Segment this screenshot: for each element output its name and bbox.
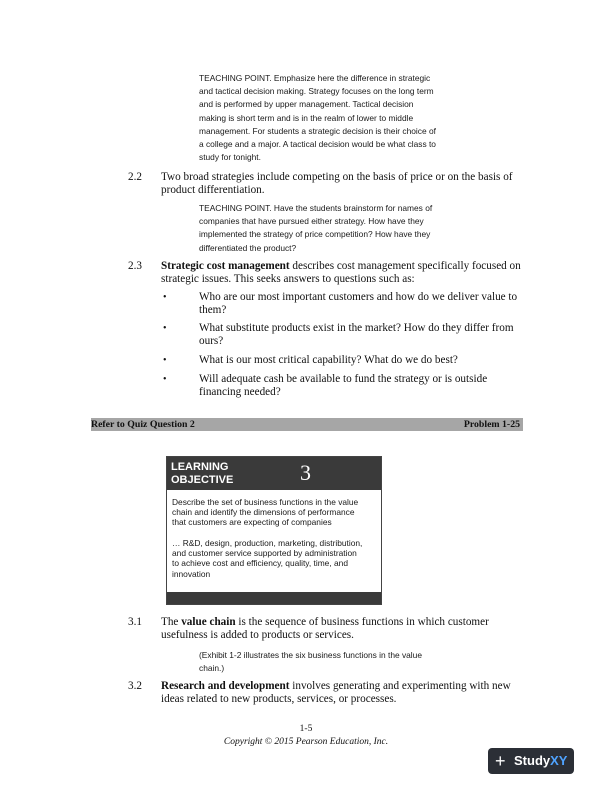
learning-objective-description	[172, 497, 376, 528]
lo-line: that customers are expecting of companies	[172, 517, 332, 528]
teaching-point-brainstorm	[199, 202, 451, 255]
para-line	[161, 616, 523, 629]
para-text: involves generating and experimenting with new	[289, 680, 511, 692]
learning-objective-box	[166, 456, 382, 605]
exhibit-note	[199, 649, 451, 675]
para-text: describes cost management specifically focused on	[289, 260, 521, 272]
tp-line: a college and a major. A tactical decision would be what class to	[199, 139, 436, 150]
bullet-line: Will adequate cash be available to fund the strategy or is outside	[199, 373, 488, 385]
lo-line: and customer service supported by administration	[172, 548, 357, 559]
lo-line: to achieve cost and efficiency, quality, time, and	[172, 558, 348, 569]
para-line: product differentiation.	[161, 184, 265, 196]
section-2-3-text	[161, 260, 523, 286]
tp-line: implemented the strategy of price competition? How have they	[199, 229, 431, 240]
logo-xy: XY	[550, 753, 568, 768]
section-3-1-text	[161, 616, 523, 642]
learning-objective-title	[171, 461, 281, 487]
tp-line: differentiated the product?	[199, 242, 297, 253]
tp-line: study for tonight.	[199, 152, 261, 163]
para-line: Two broad strategies include competing on the basis of price or on the basis of	[161, 171, 513, 183]
teaching-point-strategy	[199, 72, 451, 164]
learning-objective-summary	[172, 538, 376, 579]
learning-objective-header	[167, 457, 381, 490]
bullet-line: financing needed?	[199, 386, 281, 398]
studyxy-logo	[488, 748, 574, 774]
plus-icon: +	[495, 751, 506, 771]
bullet-icon: •	[163, 355, 167, 366]
section-2-2-text	[161, 171, 523, 197]
logo-name: Study	[514, 753, 551, 768]
lo-line: Describe the set of business functions in the value	[172, 497, 359, 507]
copyright: Copyright © 2015 Pearson Education, Inc.	[223, 737, 389, 747]
bullet-line: Who are our most important customers and how do we deliver value to	[199, 291, 518, 303]
bullet-item	[199, 373, 519, 399]
logo-text	[514, 753, 567, 769]
bold-term: value chain	[181, 616, 236, 628]
section-3-2-text	[161, 680, 523, 706]
tp-line: TEACHING POINT. Have the students brainstorm for names of	[199, 203, 433, 213]
tp-line: making is short term and is in the realm of lower to middle	[199, 112, 414, 123]
para-line	[161, 680, 523, 693]
problem-reference: Problem 1-25	[463, 419, 520, 430]
quiz-reference-bar	[91, 418, 523, 431]
bold-term: Research and development	[161, 680, 290, 692]
tp-line: management. For students a strategic decision is their choice of	[199, 125, 436, 136]
lo-line: innovation	[172, 568, 211, 579]
para-line: usefulness is added to products or services.	[161, 629, 354, 641]
lo-line: … R&D, design, production, marketing, distribution,	[172, 538, 363, 548]
lo-line: chain and identify the dimensions of performance	[172, 507, 355, 518]
tp-line: and tactical decision making. Strategy focuses on the long term	[199, 86, 434, 97]
bullet-line: ours?	[199, 335, 224, 347]
section-number: 3.2	[128, 680, 142, 692]
quiz-reference: Refer to Quiz Question 2	[91, 419, 195, 430]
bullet-icon: •	[163, 292, 167, 303]
bullet-line: them?	[199, 304, 227, 316]
bullet-icon: •	[163, 374, 167, 385]
learning-objective-number: 3	[300, 460, 311, 485]
section-number: 2.2	[128, 171, 142, 183]
para-line: strategic issues. This seeks answers to questions such as:	[161, 273, 415, 285]
para-text: is the sequence of business functions in which customer	[235, 616, 489, 628]
learning-objective-footer-band	[167, 592, 381, 604]
section-number: 2.3	[128, 260, 142, 272]
tp-line: (Exhibit 1-2 illustrates the six business functions in the value	[199, 650, 422, 660]
bullet-item	[199, 354, 519, 367]
para-line	[161, 260, 523, 273]
page-number: 1-5	[299, 724, 313, 734]
bullet-item	[199, 322, 519, 348]
tp-line: chain.)	[199, 663, 225, 674]
tp-line: and is performed by upper management. Tactical decision	[199, 99, 414, 110]
para-line: ideas related to new products, services, or processes.	[161, 693, 397, 705]
bold-term: Strategic cost management	[161, 260, 290, 272]
para-text: The	[161, 616, 182, 628]
tp-line: companies that have pursued either strategy. How have they	[199, 216, 424, 227]
bullet-item	[199, 291, 519, 317]
tp-line: TEACHING POINT. Emphasize here the difference in strategic	[199, 73, 431, 83]
bullet-icon: •	[163, 323, 167, 334]
title-line: LEARNING	[171, 461, 229, 473]
bullet-line: What substitute products exist in the market? How do they differ from	[199, 322, 514, 334]
bullet-line: What is our most critical capability? What do we do best?	[199, 354, 458, 366]
title-line: OBJECTIVE	[171, 474, 234, 486]
section-number: 3.1	[128, 616, 142, 628]
